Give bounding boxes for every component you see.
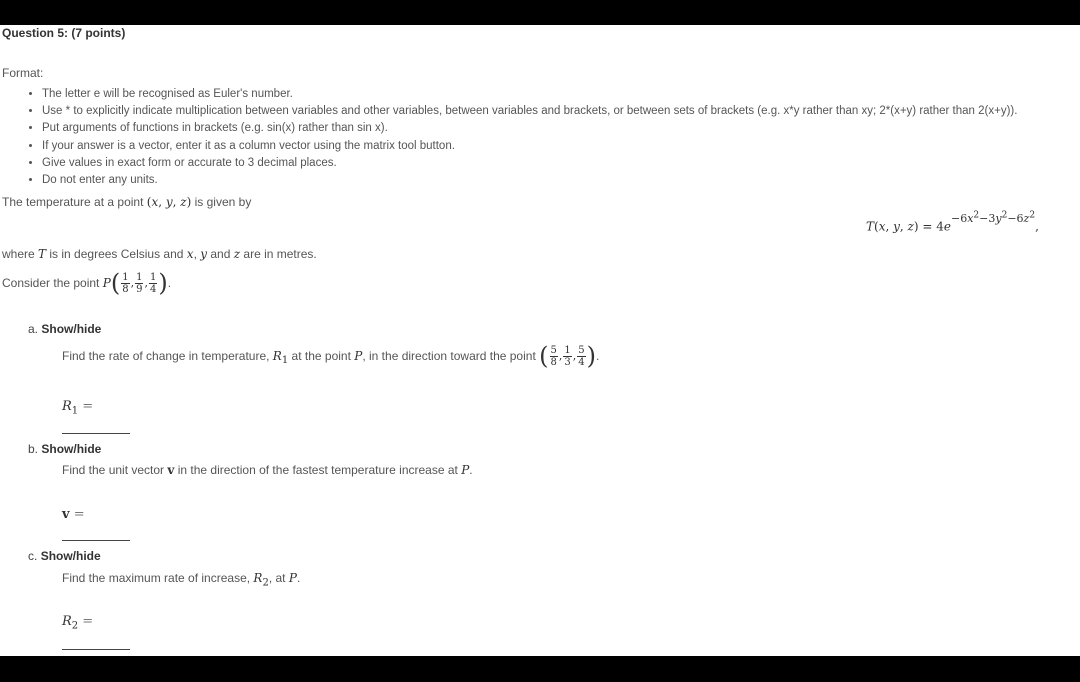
format-item: • Give values in exact form or accurate to 3 decimal places. xyxy=(42,155,1080,172)
top-black-bar xyxy=(0,0,1080,25)
show-hide-link[interactable]: Show/hide xyxy=(40,549,101,563)
format-item: • Do not enter any units. xyxy=(42,172,1080,189)
intro-text-visual: The temperature at a point (x, y, z) is given by xyxy=(2,195,252,209)
temperature-equation: T(x, y, $z) = 4e^{-6x^2-3y^2-6z^2}$, xyxy=(866,210,1039,234)
format-list xyxy=(24,86,1080,189)
part-a-toggle[interactable] xyxy=(28,322,101,336)
answer-label-r1: $R_1$ = xyxy=(62,399,94,417)
part-a-prompt: Find the rate of change in temperature, $R_1$ at the point P, in the direction toward the point ( $\frac{5}{8}$ , $\frac{1}{3}$ , $\frac{5}{4}$ ). xyxy=(62,342,600,370)
fraction: $\frac{1}{4}$ xyxy=(149,271,157,295)
answer-input-v[interactable] xyxy=(62,540,130,541)
format-item: • If your answer is a vector, enter it as a column vector using the matrix tool button. xyxy=(42,138,1080,155)
format-item: • Use * to explicitly indicate multiplication between variables and other variables, between variables and brackets, or between sets of brackets (e.g. x*y rather than xy; 2*(x+y) rather than 2(x+y)). xyxy=(42,103,1080,120)
question-title: Question 5: (7 points) xyxy=(2,26,126,40)
format-item: • Put arguments of functions in brackets (e.g. sin(x) rather than sin x). xyxy=(42,120,1080,137)
fraction: $\frac{1}{8}$ xyxy=(122,271,129,295)
answer-label-r2: $R_2$ = xyxy=(62,614,94,632)
bottom-black-bar xyxy=(0,656,1080,682)
question-page xyxy=(0,25,1080,656)
answer-input-r1[interactable] xyxy=(62,433,130,434)
where-text: where T is in degrees Celsius and x, y and z are in metres. xyxy=(2,247,317,261)
fraction: $\frac{1}{3}$ xyxy=(564,344,571,368)
format-label: Format: xyxy=(2,66,44,80)
part-b-toggle[interactable] xyxy=(28,442,101,456)
fraction: $\frac{1}{9}$ xyxy=(136,271,143,295)
fraction: $\frac{5}{4}$ xyxy=(578,344,585,368)
part-c-toggle[interactable] xyxy=(28,549,101,563)
show-hide-link[interactable]: Show/hide xyxy=(41,442,102,456)
part-marker: a. xyxy=(28,322,39,336)
fraction: $\frac{5}{8}$ xyxy=(550,344,557,368)
part-marker: c. xyxy=(28,549,38,563)
part-b-prompt: Find the unit vector v in the direction of the fastest temperature increase at P. xyxy=(62,463,473,477)
consider-text: Consider the point P( $\frac{1}{8}$ , $\frac{1}{9}$ , $\frac{1}{4}$ ). xyxy=(2,269,172,297)
show-hide-link[interactable]: Show/hide xyxy=(41,322,102,336)
format-item: • The letter e will be recognised as Euler's number. xyxy=(42,86,1080,103)
answer-input-r2[interactable] xyxy=(62,649,130,650)
part-marker: b. xyxy=(28,442,39,456)
part-c-prompt: Find the maximum rate of increase, $R_2$, at P. xyxy=(62,571,301,589)
answer-label-v: v = xyxy=(62,507,85,522)
intro-text xyxy=(2,195,251,209)
